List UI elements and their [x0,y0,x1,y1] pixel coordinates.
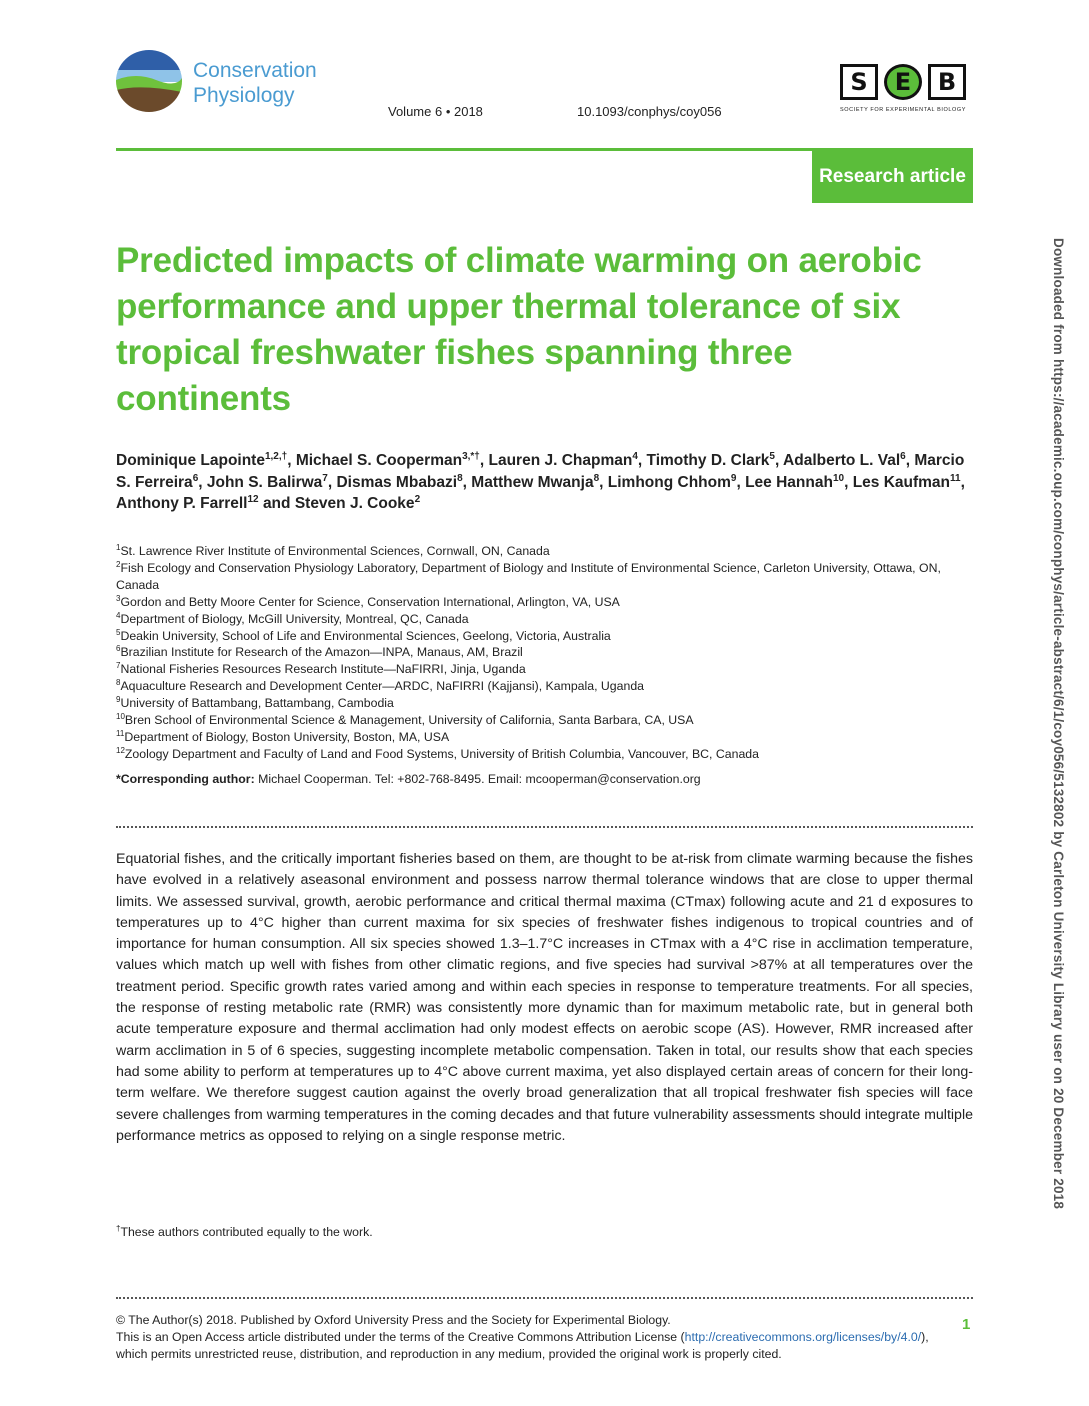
author-name: Dismas Mbabazi [336,473,458,491]
affiliation-text: St. Lawrence River Institute of Environmental Sciences, Cornwall, ON, Canada [120,544,550,558]
author-affiliation-mark: 12 [247,493,259,505]
affiliation-item [116,611,976,628]
author-name: Steven J. Cooke [294,495,415,512]
download-side-note-text: Downloaded from https://academic.oup.com/conphys/article-abstract/6/1/coy056/5132802 by Carleton University Library user on 20 December 2018 [1051,238,1066,1210]
affiliation-number: 9 [116,695,121,705]
affiliation-text: Deakin University, School of Life and Environmental Sciences, Geelong, Victoria, Australia [120,628,611,643]
corresponding-author-details: Michael Cooperman. Tel: +802-768-8495. Email: mcooperman@conservation.org [254,772,701,786]
author-affiliation-mark: 5 [769,450,775,462]
author-name: Timothy D. Clark [646,452,770,469]
journal-name-line1: Conservation [193,59,317,82]
affiliation-text: Brazilian Institute for Research of the Amazon—INPA, Manaus, AM, Brazil [120,645,523,660]
seb-subtitle: SOCIETY FOR EXPERIMENTAL BIOLOGY [840,107,967,113]
affiliation-text: Bren School of Environmental Science & Management, University of California, Santa Barbara, CA, USA [124,713,694,728]
affiliation-text: Aquaculture Research and Development Center—ARDC, NaFIRRI (Kajjansi), Kampala, Uganda [120,679,644,694]
affiliation-number: 3 [116,593,121,603]
author-list: Dominique Lapointe$^{1,2,\dagger}$, Michael S. Cooperman$^{3,*\dagger}$, Lauren J. Chapman$^4$, Timothy D. Clark$^5$, Adalberto L. Val$^6$, Marcio S. Ferreira$^6$, John S. Balirwa$^7$, Dismas Mbabazi$^8$, Matthew Mwanja$^8$, Limhong Chhom$^9$, Lee Hannah$^{10}$, Les Kaufman$^{11}$, Anthony P. Farrell$^{12}$ and Steven J. Cooke$^2$ [116,450,965,512]
author-affiliation-mark: 2 [414,493,421,505]
author-name: John S. Balirwa [206,473,323,491]
author-affiliation-mark: 3,*† [462,450,480,462]
affiliation-item [116,712,976,729]
conservation-physiology-emblem-icon [116,50,182,112]
affiliation-item [116,628,976,645]
author-name: Dominique Lapointe [116,452,265,469]
journal-logo [116,50,356,112]
footer-divider [116,1297,973,1299]
affiliation-number: 2 [116,559,121,569]
affiliation-text: Gordon and Betty Moore Center for Science, Conservation International, Arlington, VA, USA [120,594,620,609]
download-side-note [1046,238,1066,1210]
affiliation-item [116,695,976,712]
author-name: Lee Hannah [745,473,833,491]
author-name: Adalberto L. Val [783,452,901,469]
license-suffix: ), which permits unrestricted reuse, distribution, and reproduction in any medium, provided the original work is properly cited. [116,1330,929,1361]
article-title: Predicted impacts of climate warming on aerobic performance and upper thermal tolerance of six tropical freshwater fishes spanning three continents [116,241,922,418]
seb-letter-s: S [840,64,878,100]
author-name: Anthony P. Farrell [116,495,248,512]
affiliation-number: 12 [116,745,125,755]
journal-name [193,58,317,108]
seb-logo [840,64,972,120]
author-affiliation-mark: 7 [322,472,328,484]
affiliation-item [116,678,976,695]
affiliation-number: 11 [116,728,125,738]
affiliation-number: 4 [116,610,121,620]
affiliation-text: Department of Biology, McGill University, Montreal, QC, Canada [120,611,469,626]
journal-name-line2: Physiology [193,84,295,107]
affiliation-item [116,560,976,594]
corresponding-author [116,772,976,786]
volume-year: Volume 6 • 2018 [388,104,483,119]
page-number: 1 [962,1316,971,1333]
affiliation-text: Department of Biology, Boston University, Boston, MA, USA [124,729,450,744]
affiliation-text: National Fisheries Resources Research Institute—NaFIRRI, Jinja, Uganda [120,662,526,677]
affiliation-item [116,746,976,763]
footnote-mark: † [116,1224,121,1233]
affiliation-item [116,594,976,611]
affiliation-item [116,661,976,678]
affiliation-item [116,644,976,661]
affiliation-number: 6 [116,644,121,654]
corresponding-author-label: *Corresponding author: [116,772,255,786]
affiliation-list [116,543,976,763]
license-prefix: This is an Open Access article distributed under the terms of the Creative Commons Attribution License ( [116,1330,685,1344]
article-type-badge: Research article [812,151,973,203]
author-name: Matthew Mwanja [471,473,594,491]
affiliation-text: Zoology Department and Faculty of Land and Food Systems, University of British Columbia, Vancouver, BC, Canada [124,746,759,761]
abstract: Equatorial fishes, and the critically important fisheries based on them, are thought to be at-risk from climate warming because the fishes have evolved in a relatively aseasonal environment and possess narrow thermal tolerance windows that are close to upper thermal limits. We assessed survival, growth, aerobic performance and critical thermal maxima (CTmax) following acute and 21 d exposures to temperatures up to 4°C higher than current maxima for six species of freshwater fishes indigenous to tropical countries and of importance for human consumption. All six species showed 1.3–1.7°C increases in CTmax with a 4°C rise in acclimation temperature, values which match up well with fishes from other climatic regions, and five species had survival >87% at all temperatures over the treatment period. Specific growth rates varied among and within each species in response to temperature treatments. For all species, the response of resting metabolic rate (RMR) was consistently more dynamic than for maximum metabolic rate, but in general both acute temperature exposure and thermal acclimation had only modest effects on aerobic scope (AS). However, RMR increased after warm acclimation in 5 of 6 species, suggesting incomplete metabolic compensation. Taken in total, our results show that each species had some ability to perform at temperatures up to 4°C above current maxima, yet also displayed certain areas of concern for their long-term welfare. We therefore suggest caution against the overly broad generalization that all tropical freshwater fish species will face severe challenges from warming temperatures in the coming decades and that future vulnerability assessments should integrate multiple performance metrics as opposed to relying on a single response metric. [116,851,973,1144]
affiliation-number: 10 [116,711,125,721]
section-divider [116,826,973,828]
author-affiliation-mark: 8 [593,472,600,484]
author-affiliation-mark: 11 [950,472,961,484]
author-affiliation-mark: 4 [632,450,638,462]
author-affiliation-mark: 9 [730,472,737,484]
affiliation-number: 5 [116,627,121,637]
license-line [116,1329,956,1363]
affiliation-number: 7 [116,661,121,671]
author-name: Michael S. Cooperman [295,452,463,469]
footnote [116,1224,373,1239]
author-affiliation-mark: 10 [832,472,845,484]
author-name: Marcio S. Ferreira [116,452,965,491]
seb-letter-e: E [884,64,922,100]
author-affiliation-mark: 6 [900,450,906,462]
seb-letter-b: B [928,64,966,100]
author-name: Limhong Chhom [607,473,731,491]
affiliation-item [116,729,976,746]
author-name: Lauren J. Chapman [488,452,633,469]
footnote-text: These authors contributed equally to the work. [120,1225,373,1240]
affiliation-item [116,543,976,560]
affiliation-number: 1 [116,542,121,552]
affiliation-text: University of Battambang, Battambang, Cambodia [120,696,394,711]
affiliation-text: Fish Ecology and Conservation Physiology Laboratory, Department of Biology and Institute of Environmental Science, Carleton University, Ottawa, ON, Canada [116,560,941,592]
license-link[interactable]: http://creativecommons.org/licenses/by/4.0/ [684,1330,922,1344]
author-affiliation-mark: 1,2,† [264,450,288,462]
copyright-line: © The Author(s) 2018. Published by Oxford University Press and the Society for Experimental Biology. [116,1313,671,1327]
author-affiliation-mark: 8 [457,472,463,484]
affiliation-number: 8 [116,678,121,688]
doi: 10.1093/conphys/coy056 [577,104,722,119]
author-name: Les Kaufman [852,473,951,491]
author-conjunction: and [262,495,291,512]
license-notice [116,1312,956,1363]
author-affiliation-mark: 6 [192,472,199,484]
